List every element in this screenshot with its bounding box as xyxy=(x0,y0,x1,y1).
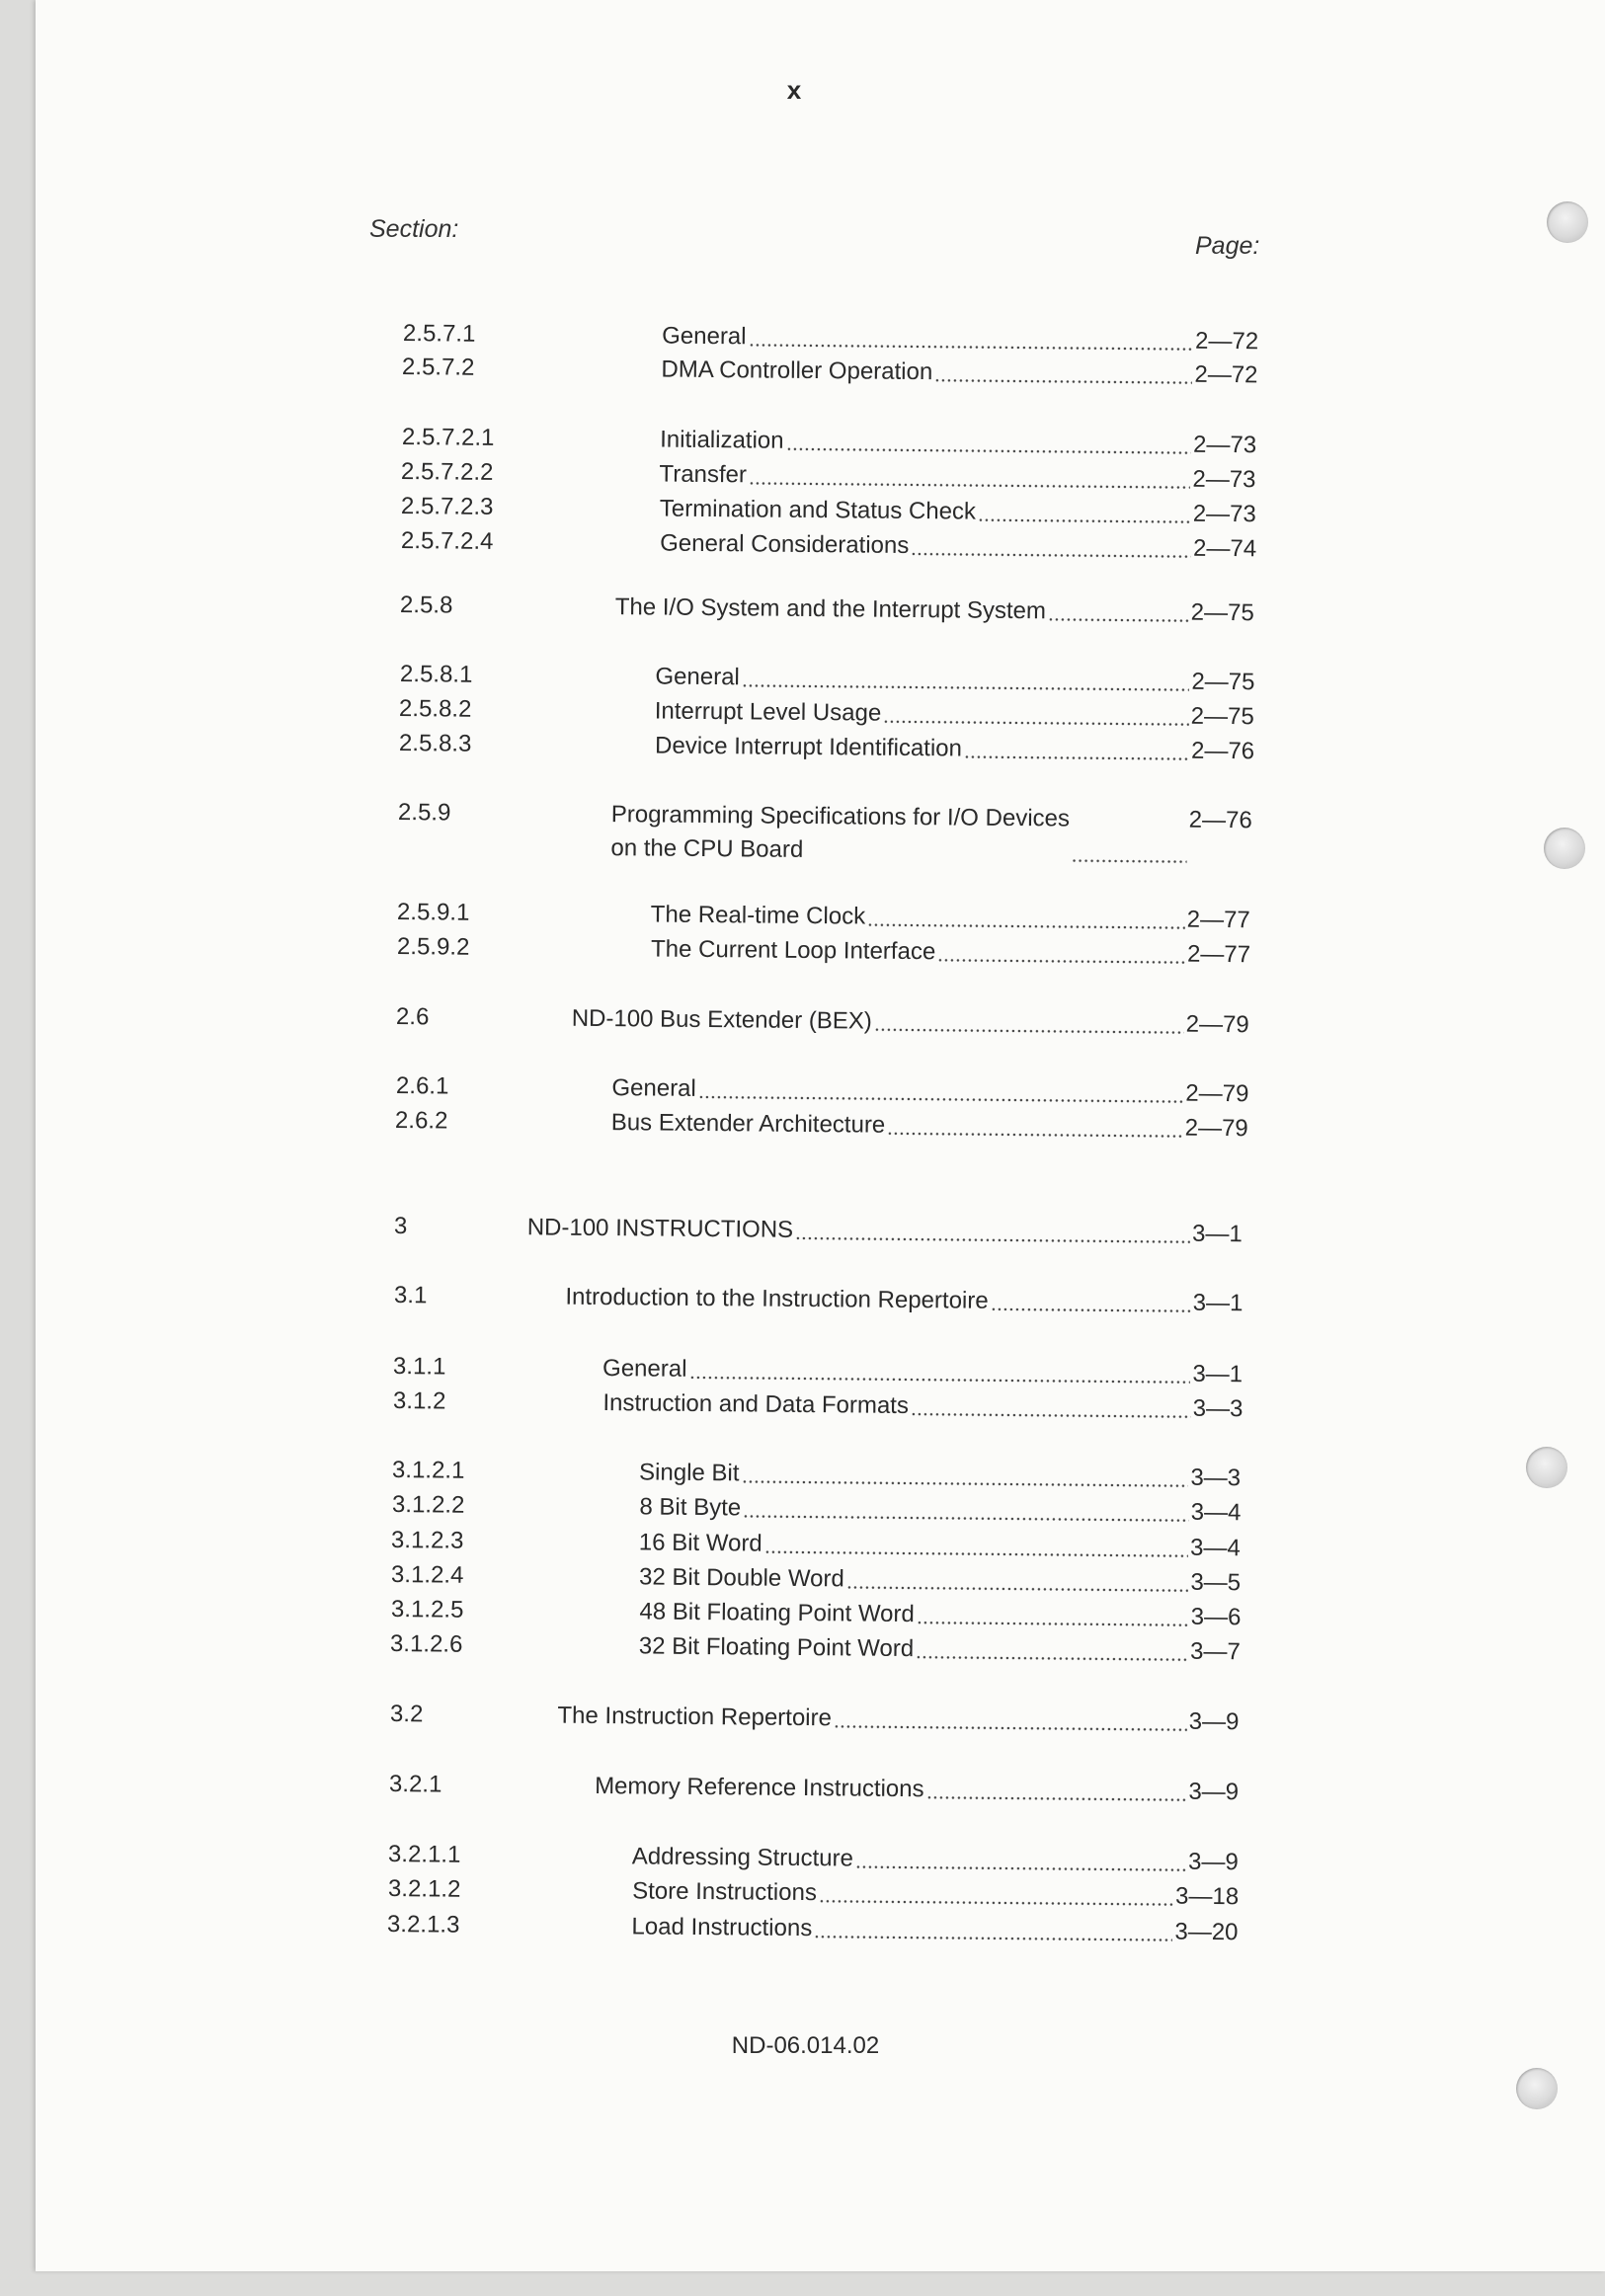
dot-leader xyxy=(867,905,1185,931)
toc-entry xyxy=(611,1106,1248,1146)
toc-entry xyxy=(651,932,1250,972)
section-title: Addressing Structure xyxy=(631,1843,854,1872)
page-reference: 3—1 xyxy=(1192,1360,1244,1388)
page-reference: 3—1 xyxy=(1192,1289,1244,1317)
page-reference: 2—77 xyxy=(1186,940,1251,969)
page-reference: 2—76 xyxy=(1188,806,1253,834)
page-reference: 3—9 xyxy=(1188,1707,1240,1736)
dot-leader xyxy=(916,1602,1188,1628)
toc-row xyxy=(401,524,1256,566)
section-number: 3.1 xyxy=(393,1282,428,1309)
section-title: The I/O System and the Interrupt System xyxy=(614,594,1047,625)
toc-entry xyxy=(662,320,1258,359)
toc-entry xyxy=(639,1526,1241,1565)
section-number: 2.6 xyxy=(396,1003,430,1031)
binder-hole xyxy=(1544,828,1585,869)
toc-entry xyxy=(610,798,1252,871)
page-reference: 2—77 xyxy=(1186,906,1251,934)
dot-leader xyxy=(697,1076,1183,1105)
section-title: Device Interrupt Identification xyxy=(654,732,962,762)
dot-leader xyxy=(819,1880,1173,1907)
toc-entry xyxy=(655,694,1254,734)
section-title: 8 Bit Byte xyxy=(638,1493,741,1522)
toc-row xyxy=(399,727,1254,768)
section-title: Transfer xyxy=(659,460,748,489)
section-title-continuation: on the CPU Board xyxy=(610,834,804,863)
section-column-label: Section: xyxy=(369,215,459,243)
section-number: 2.5.9.2 xyxy=(396,933,470,961)
toc-entry xyxy=(660,424,1256,463)
section-number: 2.5.7.1 xyxy=(402,320,476,348)
toc-entry xyxy=(557,1700,1239,1740)
section-number: 3.1.2.3 xyxy=(391,1527,464,1554)
dot-leader xyxy=(990,1289,1190,1314)
page-reference: 2—75 xyxy=(1190,668,1255,696)
dot-leader xyxy=(833,1705,1186,1732)
section-number: 2.5.8.2 xyxy=(399,695,472,723)
page-reference: 2—73 xyxy=(1192,500,1257,528)
page-reference: 2—79 xyxy=(1184,1079,1249,1108)
page-reference: 3—20 xyxy=(1174,1918,1240,1946)
section-number: 3.1.1 xyxy=(392,1353,446,1381)
section-number: 3.2.1.1 xyxy=(388,1841,461,1868)
dot-leader xyxy=(688,1357,1190,1386)
page-reference: 2—73 xyxy=(1192,465,1257,494)
page-reference: 3—1 xyxy=(1192,1220,1244,1248)
document-page xyxy=(36,0,1605,2271)
document-id-footer: ND-06.014.02 xyxy=(731,2032,880,2059)
section-title: General xyxy=(654,663,740,691)
dot-leader xyxy=(741,665,1189,692)
section-number: 3.1.2 xyxy=(392,1387,446,1415)
toc-entry xyxy=(660,458,1256,498)
section-number: 3.1.2.6 xyxy=(390,1630,463,1658)
section-number: 3.2.1.3 xyxy=(387,1911,461,1939)
section-title: Store Instructions xyxy=(631,1877,817,1907)
section-title: General xyxy=(661,322,747,351)
section-title: Memory Reference Instructions xyxy=(594,1772,924,1803)
dot-leader xyxy=(815,1916,1173,1942)
page-reference: 3—5 xyxy=(1190,1568,1242,1597)
page-reference: 3—3 xyxy=(1190,1464,1242,1492)
page-number: x xyxy=(786,75,803,105)
dot-leader xyxy=(846,1566,1189,1593)
toc-row xyxy=(394,1210,1243,1251)
toc-entry xyxy=(662,354,1258,393)
section-title: Programming Specifications for I/O Devices xyxy=(610,801,1071,832)
dot-leader xyxy=(749,462,1191,490)
page-reference: 2—75 xyxy=(1190,598,1255,627)
page-reference: 3—9 xyxy=(1188,1778,1240,1806)
section-number: 2.5.8 xyxy=(400,592,453,619)
toc-entry xyxy=(565,1281,1243,1321)
toc-row xyxy=(388,1872,1239,1914)
section-title: Bus Extender Architecture xyxy=(610,1109,886,1139)
dot-leader xyxy=(855,1847,1186,1873)
toc-entry xyxy=(632,1840,1239,1879)
page-reference: 2—75 xyxy=(1190,702,1255,731)
section-title: 32 Bit Double Word xyxy=(638,1563,844,1593)
page-reference: 3—18 xyxy=(1174,1882,1240,1911)
dot-leader xyxy=(883,701,1189,728)
section-number: 3.1.2.5 xyxy=(390,1596,464,1623)
section-title: 48 Bit Floating Point Word xyxy=(638,1598,915,1628)
page-reference: 3—6 xyxy=(1190,1603,1242,1631)
section-number: 2.5.7.2.1 xyxy=(401,424,495,451)
page-reference: 2—72 xyxy=(1194,327,1259,356)
section-title: 32 Bit Floating Point Word xyxy=(638,1632,915,1663)
toc-entry xyxy=(639,1595,1241,1634)
page-reference: 2—74 xyxy=(1192,534,1257,563)
section-title: 16 Bit Word xyxy=(638,1529,763,1557)
toc-entry xyxy=(595,1770,1239,1809)
section-title: General Considerations xyxy=(659,529,910,559)
dot-leader xyxy=(964,736,1189,761)
section-title: Introduction to the Instruction Repertoire xyxy=(564,1283,989,1314)
dot-leader xyxy=(910,1393,1190,1420)
section-number: 3.2.1.2 xyxy=(387,1875,461,1903)
dot-leader xyxy=(795,1218,1190,1245)
section-title: Termination and Status Check xyxy=(659,495,977,525)
dot-leader xyxy=(935,359,1193,386)
toc-entry xyxy=(639,1560,1241,1600)
section-number: 2.5.9.1 xyxy=(397,899,470,926)
toc-entry xyxy=(639,1456,1241,1495)
section-title: The Real-time Clock xyxy=(650,901,866,930)
page-reference: 2—73 xyxy=(1192,431,1257,459)
toc-entry xyxy=(632,1910,1239,1949)
page-reference: 3—3 xyxy=(1192,1394,1244,1423)
page-reference: 2—76 xyxy=(1190,737,1255,765)
page-reference: 2—79 xyxy=(1184,1114,1249,1143)
section-title: General xyxy=(610,1074,696,1102)
toc-row xyxy=(391,1488,1241,1530)
dot-leader xyxy=(785,429,1191,456)
toc-entry xyxy=(602,1386,1243,1426)
page-reference: 2—79 xyxy=(1185,1010,1250,1039)
section-number: 3.2.1 xyxy=(388,1771,442,1798)
dot-leader xyxy=(741,1461,1188,1488)
page-reference: 2—72 xyxy=(1194,360,1259,389)
toc-row xyxy=(389,1698,1239,1739)
dot-leader xyxy=(887,1113,1183,1140)
toc-entry xyxy=(660,493,1256,532)
page-reference: 3—7 xyxy=(1190,1637,1242,1666)
toc-row xyxy=(396,1000,1249,1042)
section-title: Interrupt Level Usage xyxy=(654,697,882,727)
section-number: 3.1.2.4 xyxy=(390,1561,464,1589)
section-number: 3 xyxy=(394,1213,408,1240)
section-number: 2.6.2 xyxy=(395,1107,448,1135)
page-column-label: Page: xyxy=(1195,232,1260,260)
toc-row xyxy=(397,930,1250,972)
dot-leader xyxy=(916,1636,1188,1663)
dot-leader xyxy=(764,1532,1189,1559)
page-reference: 3—4 xyxy=(1190,1498,1242,1527)
dot-leader xyxy=(911,533,1191,560)
toc-row xyxy=(395,1104,1248,1146)
toc-row xyxy=(402,351,1258,392)
section-number: 2.5.7.2.3 xyxy=(401,493,494,520)
section-title: Single Bit xyxy=(638,1459,740,1487)
toc-row xyxy=(400,589,1254,630)
dot-leader xyxy=(743,1495,1189,1523)
toc-entry xyxy=(572,1002,1249,1043)
toc-row xyxy=(390,1627,1241,1669)
toc-row xyxy=(398,796,1253,863)
page-reference: 3—4 xyxy=(1190,1534,1242,1562)
dot-leader xyxy=(978,500,1191,525)
toc-entry xyxy=(639,1629,1241,1669)
section-number: 2.5.7.2.4 xyxy=(400,527,494,555)
dot-leader xyxy=(925,1777,1186,1803)
binder-hole xyxy=(1526,1447,1567,1488)
section-number: 2.5.8.3 xyxy=(398,730,472,757)
toc-entry xyxy=(660,527,1256,567)
section-title: ND-100 INSTRUCTIONS xyxy=(526,1214,794,1243)
dot-leader xyxy=(1072,840,1187,865)
toc-entry xyxy=(615,591,1254,630)
toc-entry xyxy=(602,1352,1243,1391)
toc-row xyxy=(393,1279,1243,1320)
toc-entry xyxy=(632,1874,1239,1914)
section-title: Instruction and Data Formats xyxy=(602,1389,909,1420)
section-title: The Instruction Repertoire xyxy=(556,1702,832,1732)
toc-entry xyxy=(639,1490,1241,1530)
toc-entry xyxy=(655,660,1254,699)
page-reference: 3—9 xyxy=(1188,1848,1240,1876)
toc-entry xyxy=(655,729,1254,768)
dot-leader xyxy=(937,939,1185,965)
section-number: 2.6.1 xyxy=(395,1072,449,1100)
toc-entry xyxy=(651,898,1250,937)
section-number: 2.5.7.2.2 xyxy=(401,458,495,486)
section-number: 2.5.7.2 xyxy=(402,354,476,381)
toc-entry xyxy=(611,1071,1248,1111)
binder-hole xyxy=(1547,201,1588,243)
binder-hole xyxy=(1516,2068,1558,2109)
section-number: 3.2 xyxy=(389,1701,424,1728)
section-title: The Current Loop Interface xyxy=(650,935,936,966)
section-title: DMA Controller Operation xyxy=(661,356,933,386)
toc-row xyxy=(389,1768,1239,1809)
toc-row xyxy=(387,1908,1239,1949)
section-number: 3.1.2.2 xyxy=(391,1491,465,1519)
section-title: Initialization xyxy=(659,426,784,454)
section-title: General xyxy=(602,1355,687,1383)
dot-leader xyxy=(874,1009,1184,1036)
dot-leader xyxy=(1048,598,1189,623)
section-number: 2.5.9 xyxy=(398,799,451,827)
section-number: 3.1.2.1 xyxy=(391,1457,465,1484)
dot-leader xyxy=(748,324,1193,352)
toc-row xyxy=(392,1385,1243,1426)
toc-entry xyxy=(527,1211,1243,1251)
section-title: ND-100 Bus Extender (BEX) xyxy=(571,1004,873,1035)
section-title: Load Instructions xyxy=(631,1913,813,1942)
section-number: 2.5.8.1 xyxy=(399,661,473,688)
